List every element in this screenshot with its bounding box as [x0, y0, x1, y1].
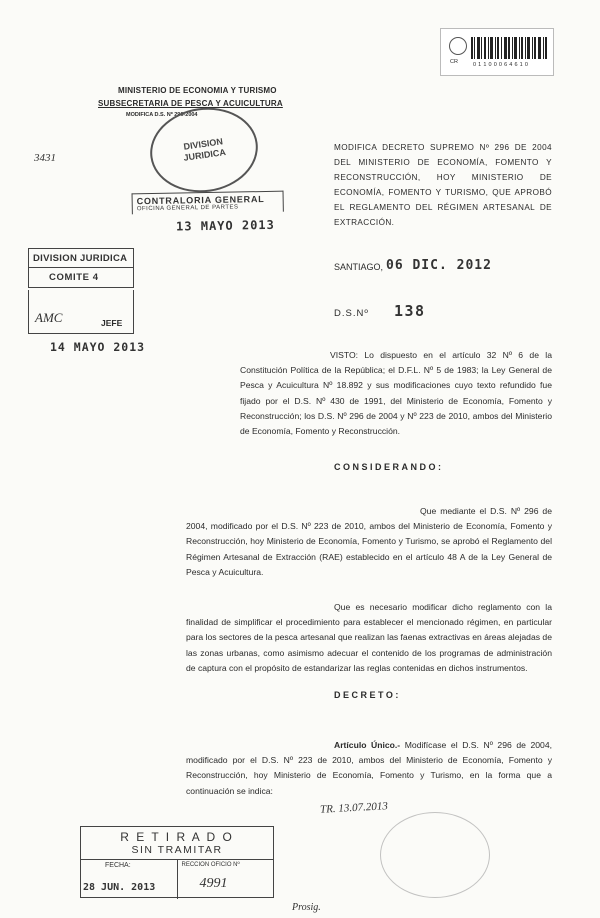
retirado-title: R E T I R A D O [120, 830, 234, 844]
contraloria-date: 13 MAYO 2013 [175, 217, 275, 234]
decreto-heading: DECRETO: [334, 690, 401, 700]
visto-paragraph: VISTO: Lo dispuesto en el artículo 32 Nº 6 de la Constitución Política de la República; el D.F.L. Nº 5 de 1983; la Ley General de Pesca y Acuicultura Nº 18.892 y sus modificaciones cuyo texto refundido fue fijado por el D.S. Nº 430 de 1991, del Ministerio de Economía, Fomento y Reconstrucción; los D.S. Nº 296 de 2004 y Nº 223 de 2010, ambos del Ministerio de Economía, Fomento y Reconstrucción. [240, 350, 552, 437]
contraloria-line2: OFICINA GENERAL DE PARTES [136, 204, 239, 213]
division-date: 14 MAYO 2013 [50, 340, 146, 354]
barcode-number: 0 1 1 0 0 0 6 4 6 1 0 [473, 62, 529, 68]
retirado-number: 4991 [199, 876, 228, 891]
ministry-name: MINISTERIO DE ECONOMIA Y TURISMO [118, 86, 277, 95]
considerando-paragraph-2: Que es necesario modificar dicho reglamento con la finalidad de simplificar el procedimiento para establecer el mencionado régimen, en particular para los sectores de la pesca artesanal que realizan las faenas extractivas en áreas alejadas de las zonas urbanas, como asimismo adecuar el contenido de los programas de administración de captura con el propósito de estandarizar las reglas contenidas en dichos instrumentos. [186, 602, 552, 673]
retirado-date: 28 JUN. 2013 [83, 882, 156, 893]
retirado-col2-label: RECCION OFICIO Nº [181, 862, 240, 868]
retirado-stamp [80, 826, 274, 898]
faint-round-stamp [380, 812, 490, 898]
decreto-paragraph [186, 738, 552, 799]
subsecretaria-name: SUBSECRETARIA DE PESCA Y ACUICULTURA [98, 99, 283, 108]
footer-note: Prosig. [292, 902, 321, 913]
place-label: SANTIAGO, [334, 262, 384, 272]
barcode-icon [471, 37, 547, 59]
barcode-label: CR [450, 59, 458, 65]
considerando-heading: CONSIDERANDO: [334, 462, 444, 472]
articulo-unico-text: Modifícase el D.S. Nº 296 de 2004, modificado por el D.S. Nº 223 de 2010, ambos del Ministerio de Economía, Fomento y Reconstrucción, hoy Ministerio de Economía, Fomento y Turismo, en la forma que a continuación se indica: [186, 740, 552, 796]
marginal-note: 3431 [34, 152, 56, 164]
division-juridica-stamp [28, 248, 134, 288]
division-row1: DIVISION JURIDICA [29, 249, 133, 268]
division-row2: COMITE 4 [49, 272, 99, 283]
contraloria-stamp [132, 191, 285, 250]
ds-number: 138 [394, 302, 426, 320]
decree-date: 06 DIC. 2012 [386, 258, 492, 273]
contraloria-line1: CONTRALORIA GENERAL [136, 194, 265, 207]
seal-text: DIVISION JURIDICA [182, 136, 227, 163]
handwritten-note: TR. 13.07.2013 [319, 800, 389, 816]
ds-label: D.S.Nº [334, 308, 369, 319]
decree-title: MODIFICA DECRETO SUPREMO Nº 296 DE 2004 DEL MINISTERIO DE ECONOMÍA, FOMENTO Y RECONSTRUCCIÓN, HOY MINISTERIO DE ECONOMÍA, FOMENTO Y TURISMO, QUE APROBÓ EL REGLAMENTO DEL RÉGIMEN ARTESANAL DE EXTRACCIÓN. [334, 143, 552, 227]
modification-ref: MODIFICA D.S. Nº 296-2004 [126, 112, 198, 118]
division-role: JEFE [101, 318, 123, 328]
division-initials-box [28, 290, 134, 334]
retirado-col1-label: FECHA: [105, 862, 131, 869]
division-initials: AMC [35, 310, 63, 325]
articulo-unico-label: Artículo Único.- [334, 740, 401, 750]
retirado-subtitle: SIN TRAMITAR [81, 844, 273, 860]
seal-icon [449, 37, 467, 55]
considerando-paragraph-1: Que mediante el D.S. Nº 296 de 2004, modificado por el D.S. Nº 223 de 2010, ambos del Ministerio de Economía, Fomento y Reconstrucción, hoy Ministerio de Economía, Fomento y Turismo, se aprobó el Reglamento del Régimen Artesanal de Extracción (RAE) establecido en el artículo 48 A de la Ley General de Pesca y Acuicultura. [186, 506, 552, 577]
barcode-sticker [440, 28, 554, 76]
